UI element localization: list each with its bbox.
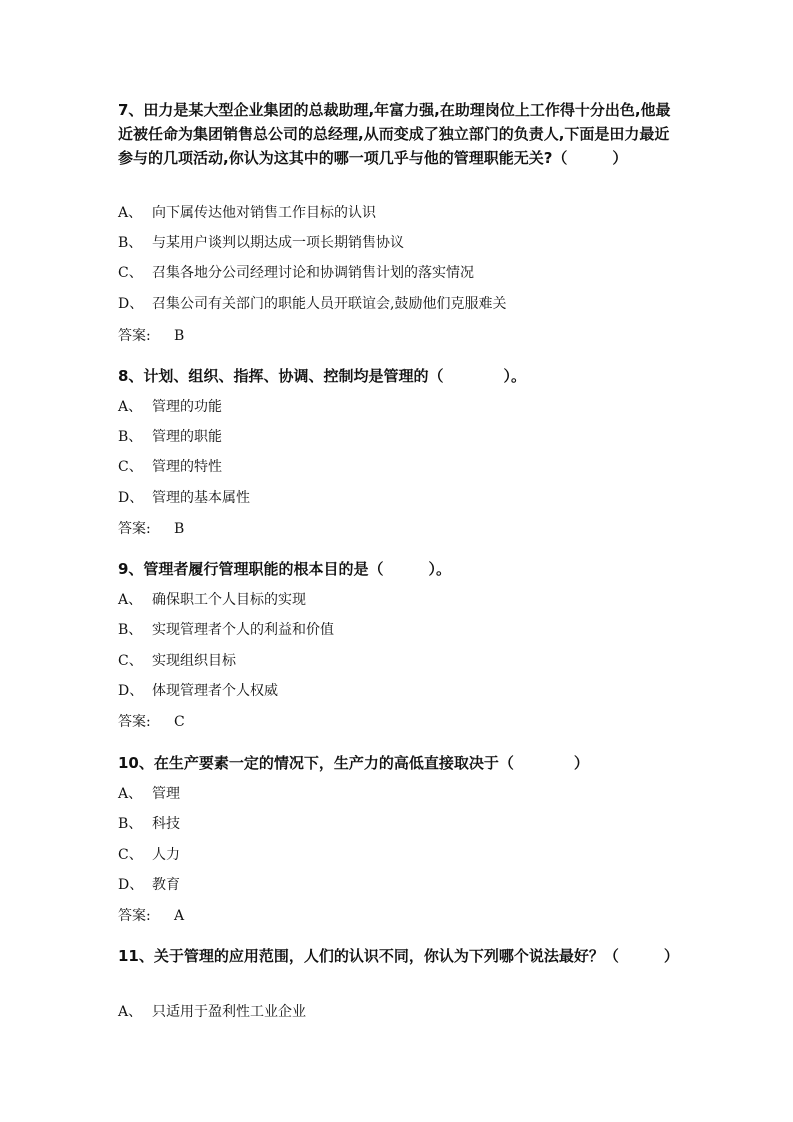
option-letter: D、 (118, 296, 144, 312)
option-d (118, 875, 180, 895)
option-text: 实现组织目标 (152, 653, 236, 669)
option-letter: C、 (118, 653, 143, 669)
option-letter: A、 (118, 205, 143, 221)
option-c (118, 845, 180, 865)
question-title: 9、管理者履行管理职能的根本目的是（ ）。 (118, 560, 451, 578)
option-a (118, 784, 180, 804)
option-b (118, 814, 180, 834)
option-text: 体现管理者个人权威 (152, 683, 278, 699)
answer-line (118, 712, 185, 732)
option-text: 管理的特性 (152, 459, 222, 475)
option-a (118, 590, 306, 610)
option-c (118, 263, 474, 283)
option-letter: B、 (118, 816, 143, 832)
answer-value: B (174, 521, 185, 537)
option-text: 确保职工个人目标的实现 (152, 592, 306, 608)
option-text: 召集各地分公司经理讨论和协调销售计划的落实情况 (152, 265, 474, 281)
option-text: 向下属传达他对销售工作目标的认识 (152, 205, 376, 221)
answer-value: C (174, 714, 185, 730)
option-text: 科技 (152, 816, 180, 832)
option-text: 管理的功能 (152, 399, 222, 415)
option-text: 与某用户谈判以期达成一项长期销售协议 (152, 235, 404, 251)
option-letter: A、 (118, 1004, 143, 1020)
option-letter: D、 (118, 490, 144, 506)
option-text: 实现管理者个人的利益和价值 (152, 622, 334, 638)
option-letter: B、 (118, 429, 143, 445)
option-b (118, 233, 404, 253)
option-a (118, 397, 222, 417)
option-letter: C、 (118, 459, 143, 475)
question-title: 11、关于管理的应用范围，人们的认识不同，你认为下列哪个说法最好？（ ） (118, 947, 679, 965)
answer-label: 答案: (118, 714, 151, 730)
answer-label: 答案: (118, 908, 151, 924)
option-letter: A、 (118, 786, 143, 802)
option-d (118, 488, 250, 508)
option-text: 只适用于盈利性工业企业 (152, 1004, 306, 1020)
option-text: 管理 (152, 786, 180, 802)
answer-value: A (174, 908, 185, 924)
question-title: 10、在生产要素一定的情况下，生产力的高低直接取决于（ ） (118, 754, 589, 772)
option-b (118, 620, 334, 640)
answer-value: B (174, 328, 185, 344)
option-letter: A、 (118, 592, 143, 608)
option-text: 召集公司有关部门的职能人员开联谊会,鼓励他们克服难关 (152, 296, 507, 312)
option-letter: D、 (118, 877, 144, 893)
option-a (118, 203, 376, 223)
option-c (118, 651, 236, 671)
answer-line (118, 519, 184, 539)
option-c (118, 457, 222, 477)
option-a (118, 1002, 306, 1022)
option-text: 管理的职能 (152, 429, 222, 445)
option-letter: B、 (118, 622, 143, 638)
option-d (118, 681, 278, 701)
option-text: 教育 (152, 877, 180, 893)
option-letter: C、 (118, 847, 143, 863)
question-title: 7、田力是某大型企业集团的总裁助理,年富力强,在助理岗位上工作得十分出色,他最近被任命为集团销售总公司的总经理,从而变成了独立部门的负责人,下面是田力最近参与的几项活动,你认为这其中的哪一项几乎与他的管理职能无关?（ ） (118, 101, 671, 167)
answer-label: 答案: (118, 521, 151, 537)
answer-line (118, 326, 184, 346)
option-letter: C、 (118, 265, 143, 281)
option-d (118, 294, 506, 314)
option-letter: B、 (118, 235, 143, 251)
option-text: 人力 (152, 847, 180, 863)
option-letter: A、 (118, 399, 143, 415)
option-b (118, 427, 222, 447)
question-title: 8、计划、组织、指挥、协调、控制均是管理的（ ）。 (118, 367, 526, 385)
answer-line (118, 906, 184, 926)
option-text: 管理的基本属性 (152, 490, 250, 506)
answer-label: 答案: (118, 328, 151, 344)
option-letter: D、 (118, 683, 144, 699)
